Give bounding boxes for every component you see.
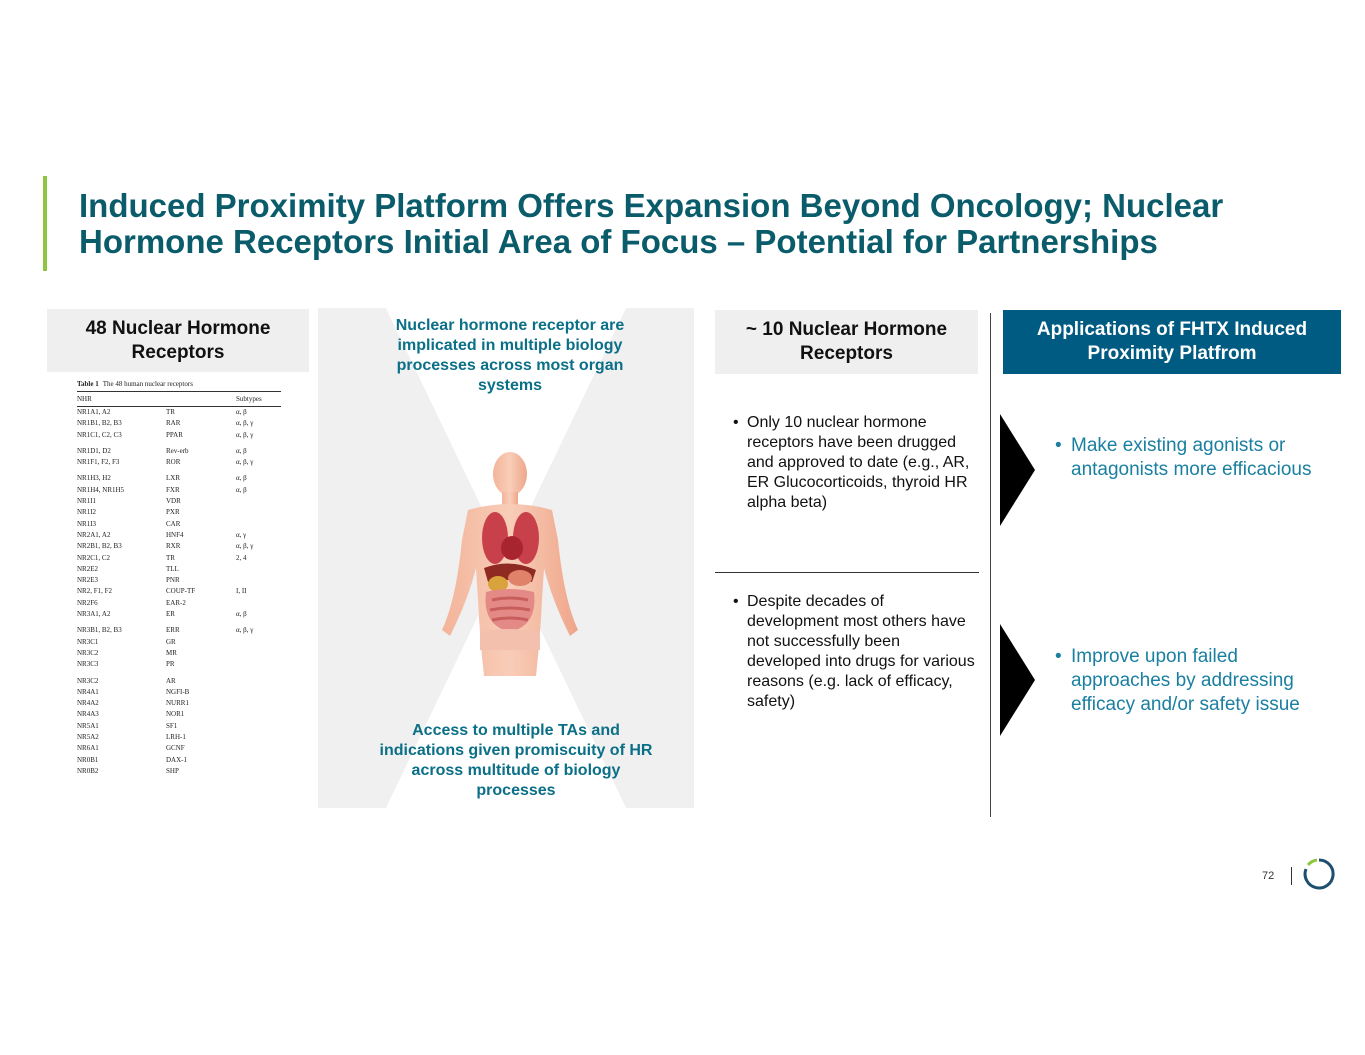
table-cell (236, 496, 281, 507)
nuclear-receptor-table (77, 380, 281, 777)
table-cell: LRH-1 (166, 733, 186, 742)
table-cell: α, β, γ (236, 458, 254, 467)
table-cell: NR6A1 (77, 744, 99, 753)
table-cell (236, 575, 281, 586)
table-row (77, 625, 281, 636)
table-cell (236, 598, 281, 609)
table-cell (236, 721, 281, 732)
bullet-text: Despite decades of development most others have not successfully been developed into drugs for various reasons (e.g. lack of efficacy, safety) (747, 593, 975, 710)
nhr-48-header: 48 Nuclear Hormone Receptors (47, 309, 309, 372)
table-cell: ER (166, 610, 175, 619)
table-cell: NR1H3, H2 (77, 474, 111, 483)
table-cell: RAR (166, 419, 181, 428)
table-cell (236, 766, 281, 777)
table-cell (236, 698, 281, 709)
table-cell: EAR-2 (166, 598, 186, 607)
table-row (77, 743, 281, 754)
table-cell: SHP (166, 766, 179, 775)
table-cell: NR3C3 (77, 660, 99, 669)
efficacy-bullet (1055, 434, 1335, 482)
table-row (77, 609, 281, 620)
table-cell: α, β (236, 485, 247, 494)
table-cell: NR3A1, A2 (77, 610, 111, 619)
table-header-cell: NHR (77, 395, 92, 403)
table-row (77, 496, 281, 507)
table-cell: α, β, γ (236, 430, 254, 439)
table-row (77, 564, 281, 575)
table-row (77, 507, 281, 518)
nhr-10-header: ~ 10 Nuclear Hormone Receptors (715, 310, 978, 374)
table-row (77, 418, 281, 429)
table-cell: CAR (166, 519, 181, 528)
table-cell: NOR1 (166, 710, 185, 719)
table-cell: NR5A1 (77, 721, 99, 730)
table-caption: Table 1 The 48 human nuclear receptors (77, 380, 193, 388)
table-row (77, 485, 281, 496)
access-tas-text: Access to multiple TAs and indications given promiscuity of HR across multitude of biology processes (379, 722, 653, 799)
table-cell (236, 743, 281, 754)
table-cell: NR1A1, A2 (77, 408, 111, 416)
bullet-text: Make existing agonists or antagonists more efficacious (1071, 435, 1312, 480)
table-cell (236, 676, 281, 687)
table-cell: NR1H4, NR1H5 (77, 485, 125, 494)
triangle-right-icon (1000, 414, 1036, 526)
table-cell (236, 637, 281, 648)
table-cell: α, β, γ (236, 626, 254, 635)
footer-divider (1291, 867, 1292, 885)
table-row (77, 473, 281, 484)
table-cell (236, 687, 281, 698)
organ-systems-text: Nuclear hormone receptor are implicated in multiple biology processes across most organ systems (395, 317, 625, 394)
table-cell: PPAR (166, 430, 183, 439)
table-cell: FXR (166, 485, 180, 494)
table-cell: Rev-erb (166, 446, 189, 455)
table-cell: TR (166, 408, 175, 416)
table-cell: NR4A3 (77, 710, 99, 719)
table-cell: NR5A2 (77, 733, 99, 742)
table-cell: α, γ (236, 530, 247, 539)
table-cell (236, 507, 281, 518)
title-accent-bar (43, 176, 47, 271)
table-cell: NR2, F1, F2 (77, 587, 113, 596)
bullet-text: Only 10 nuclear hormone receptors have been drugged and approved to date (e.g., AR, ER Glucocorticoids, thyroid HR alpha beta) (747, 414, 970, 511)
drugged-receptors-bullet (733, 413, 978, 513)
table-cell (236, 564, 281, 575)
table-cell (236, 648, 281, 659)
table-row (77, 446, 281, 457)
table-header-cell: Subtypes (236, 395, 262, 403)
table-row (77, 407, 281, 418)
table-row (77, 648, 281, 659)
table-cell: NR4A2 (77, 699, 99, 708)
bullet-icon: • (1055, 435, 1062, 456)
table-cell: PXR (166, 508, 180, 517)
page-number: 72 (1262, 870, 1275, 882)
table-cell: ROR (166, 458, 181, 467)
table-cell: PNR (166, 576, 180, 585)
bullet-text: Improve upon failed approaches by addressing efficacy and/or safety issue (1071, 646, 1300, 715)
failed-approaches-bullet (1055, 645, 1335, 717)
table-cell: α, β (236, 474, 247, 483)
table-header-cell (166, 395, 236, 403)
table-row (77, 575, 281, 586)
table-cell: TR (166, 553, 175, 562)
table-cell: ERR (166, 626, 180, 635)
table-cell: NR1I3 (77, 519, 97, 528)
table-cell (236, 755, 281, 766)
table-cell: PR (166, 660, 175, 669)
table-cell (236, 659, 281, 670)
bullet-icon: • (733, 414, 739, 431)
bullet-icon: • (1055, 646, 1062, 667)
table-body (77, 407, 281, 777)
table-cell: NR3C2 (77, 676, 99, 685)
table-cell: GR (166, 637, 176, 646)
bullet-divider (715, 572, 979, 573)
table-cell: DAX-1 (166, 755, 187, 764)
table-cell: VDR (166, 497, 181, 506)
applications-header: Applications of FHTX Induced Proximity Platfrom (1003, 310, 1341, 374)
table-cell (236, 732, 281, 743)
circular-logo-icon (1302, 857, 1336, 891)
table-cell: NR2B1, B2, B3 (77, 542, 122, 551)
table-cell: NR4A1 (77, 687, 99, 696)
table-cell: GCNF (166, 744, 185, 753)
table-cell: NR0B1 (77, 755, 99, 764)
table-row (77, 598, 281, 609)
table-row (77, 519, 281, 530)
table-cell: NR3C1 (77, 637, 99, 646)
table-cell: MR (166, 648, 177, 657)
table-cell (236, 519, 281, 530)
table-cell: NR0B2 (77, 766, 99, 775)
table-cell: NR3B1, B2, B3 (77, 626, 122, 635)
table-row (77, 676, 281, 687)
table-cell: α, β (236, 408, 247, 416)
table-cell: SF1 (166, 721, 178, 730)
table-cell: AR (166, 676, 176, 685)
table-row (77, 698, 281, 709)
table-cell: I, II (236, 587, 247, 596)
table-cell: NR1I1 (77, 497, 97, 506)
triangle-right-icon (1000, 624, 1036, 736)
table-cell: α, β (236, 610, 247, 619)
table-cell: α, β, γ (236, 419, 254, 428)
table-cell: NR1F1, F2, F3 (77, 458, 120, 467)
table-cell: NURR1 (166, 699, 189, 708)
table-cell: NR2E3 (77, 576, 98, 585)
table-row (77, 637, 281, 648)
table-row (77, 553, 281, 564)
table-header-row (77, 391, 281, 407)
table-row (77, 721, 281, 732)
bullet-icon: • (733, 593, 739, 610)
table-cell: NR1D1, D2 (77, 446, 111, 455)
undeveloped-receptors-bullet (733, 592, 978, 712)
table-cell: NR3C2 (77, 648, 99, 657)
table-cell: NR2E2 (77, 564, 98, 573)
table-cell: NR2F6 (77, 598, 98, 607)
table-cell: NR1I2 (77, 508, 97, 517)
table-cell (236, 709, 281, 720)
table-row (77, 687, 281, 698)
table-cell: TLL (166, 564, 179, 573)
table-row (77, 541, 281, 552)
table-row (77, 659, 281, 670)
table-cell: RXR (166, 542, 181, 551)
table-cell: 2, 4 (236, 553, 247, 562)
table-row (77, 530, 281, 541)
table-cell: HNF4 (166, 530, 184, 539)
table-cell: COUP-TF (166, 587, 196, 596)
column-divider (990, 313, 991, 817)
table-cell: NR1B1, B2, B3 (77, 419, 122, 428)
table-row (77, 709, 281, 720)
table-row (77, 732, 281, 743)
human-body-organs-icon (440, 450, 580, 676)
table-cell: NGFI-B (166, 687, 190, 696)
table-cell: α, β, γ (236, 542, 254, 551)
table-cell: NR1C1, C2, C3 (77, 430, 122, 439)
table-row (77, 430, 281, 441)
page-title: Induced Proximity Platform Offers Expansion Beyond Oncology; Nuclear Hormone Receptors Initial Area of Focus – Potential for Partnerships (79, 187, 1224, 260)
table-cell: LXR (166, 474, 180, 483)
table-cell: NR2C1, C2 (77, 553, 111, 562)
table-row (77, 755, 281, 766)
table-row (77, 586, 281, 597)
table-cell: α, β (236, 446, 247, 455)
table-cell: NR2A1, A2 (77, 530, 111, 539)
table-row (77, 457, 281, 468)
table-row (77, 766, 281, 777)
